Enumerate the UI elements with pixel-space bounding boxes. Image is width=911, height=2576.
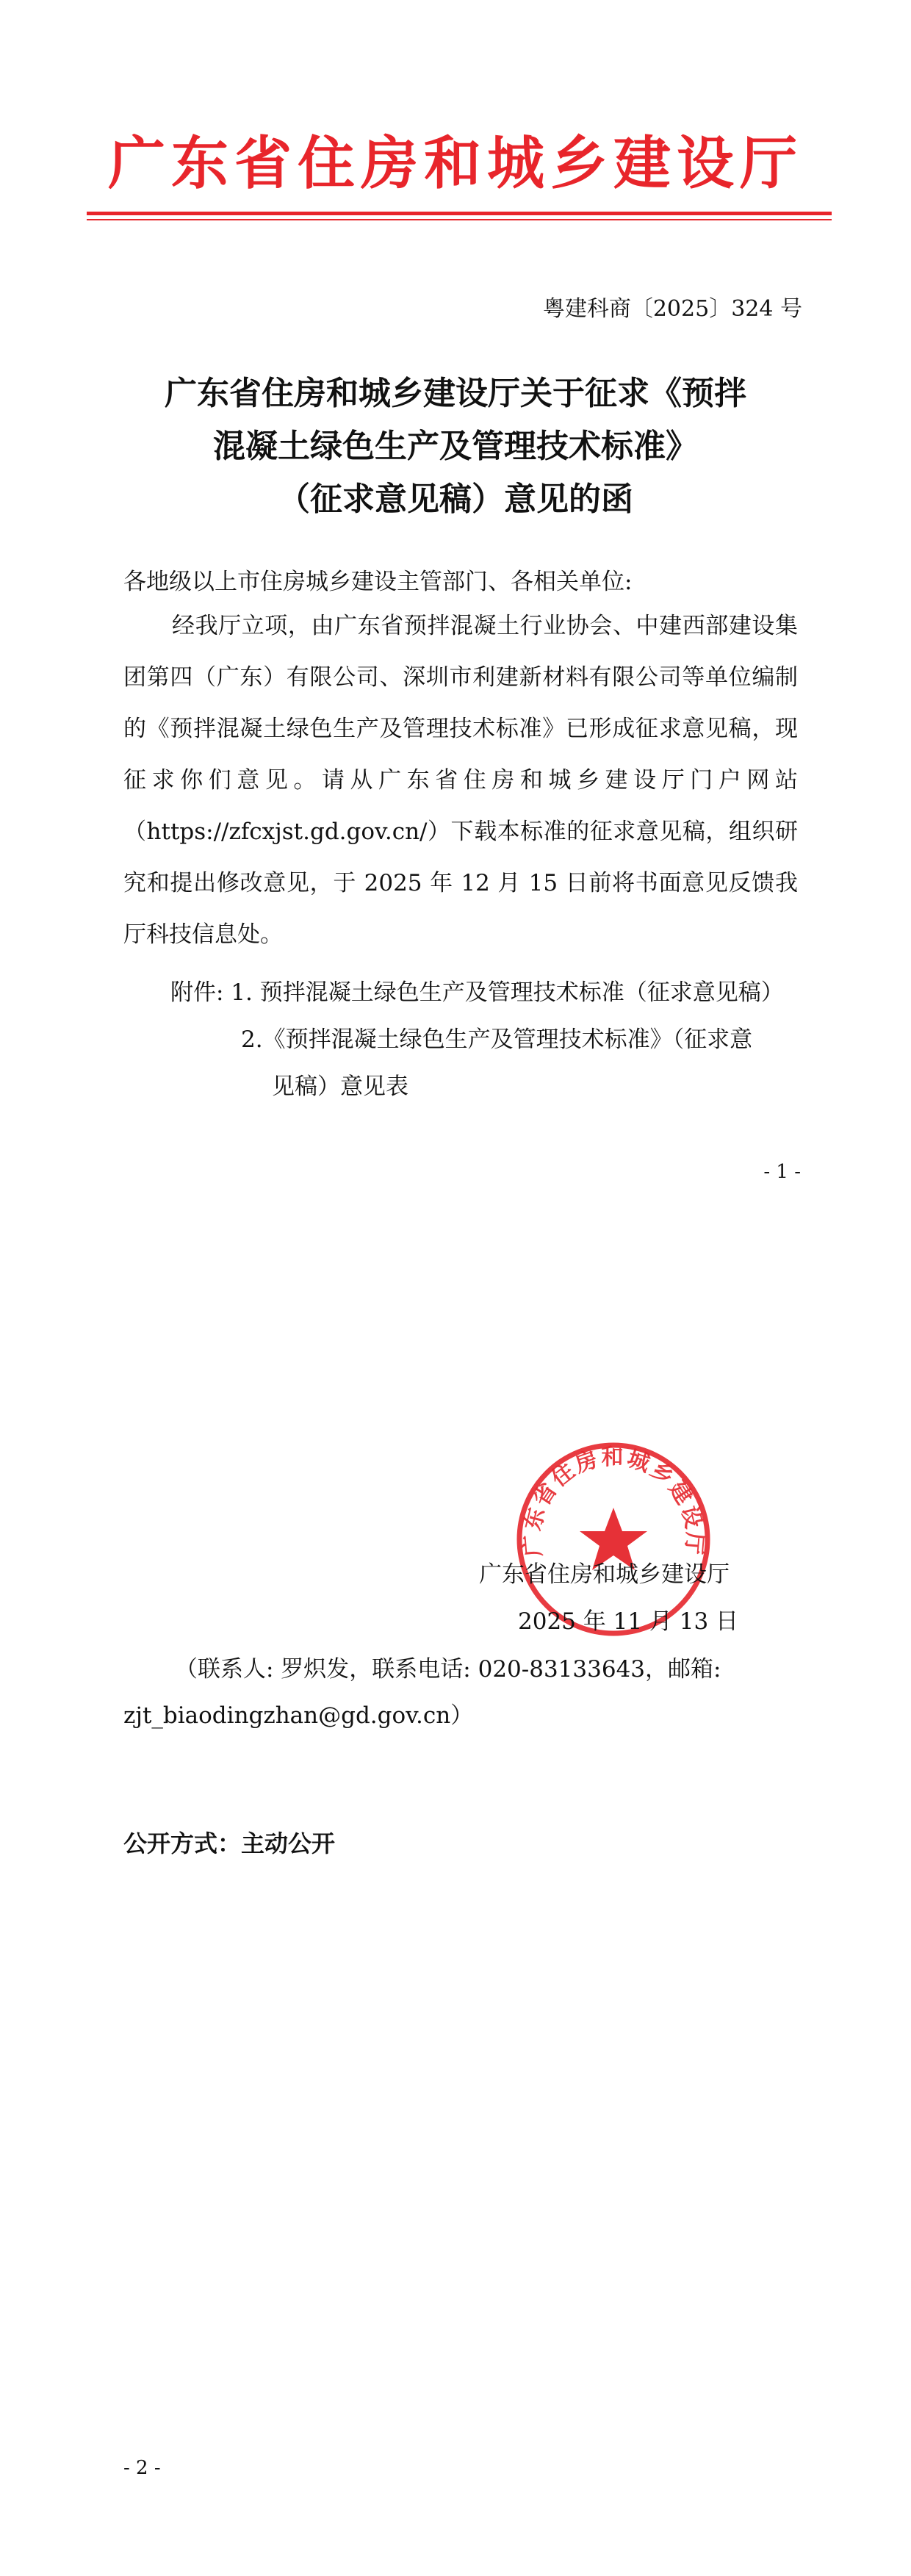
disclosure-method: 公开方式：主动公开 [123, 1830, 336, 1857]
document-title-line: （征求意见稿）意见的函 [278, 481, 633, 518]
page-number-2: - 2 - [123, 2457, 161, 2479]
issuer-name: 广东省住房和城乡建设厅 [479, 1561, 730, 1588]
seal-text: 广东省住房和城乡建设厅 [519, 1444, 707, 1558]
document-title-line: 广东省住房和城乡建设厅关于征求《预拌 [165, 375, 746, 412]
attachment-item-1: 附件: 1. 预拌混凝土绿色生产及管理技术标准（征求意见稿） [170, 979, 784, 1006]
document-number: 粤建科商〔2025〕324 号 [542, 296, 802, 322]
salutation: 各地级以上市住房城乡建设主管部门、各相关单位: [123, 569, 633, 595]
attachment-item-2: 2.《预拌混凝土绿色生产及管理技术标准》（征求意 [241, 1026, 753, 1053]
header-divider-thin [87, 219, 832, 220]
document-title-line: 混凝土绿色生产及管理技术标准》 [213, 428, 698, 465]
contact-email: zjt_biaodingzhan@gd.gov.cn） [123, 1702, 474, 1729]
org-header-title: 广东省住房和城乡建设厅 [107, 131, 803, 197]
document-title [88, 367, 823, 526]
body-paragraph: 经我厅立项，由广东省预拌混凝土行业协会、中建西部建设集团第四（广东）有限公司、深圳市利建新材料有限公司等单位编制的《预拌混凝土绿色生产及管理技术标准》已形成征求意见稿，现征求你们意见。请从广东省住房和城乡建设厅门户网站（https://zfcxjst.gd.gov.cn/）下载本标准的征求意见稿，组织研究和提出修改意见，于 2025 年 12 月 15 日前将书面意见反馈我厅科技信息处。 [123, 613, 798, 948]
issue-date: 2025 年 11 月 13 日 [518, 1608, 739, 1635]
header-divider-thick [87, 212, 832, 215]
attachment-item-2-continued: 见稿）意见表 [272, 1073, 408, 1100]
page-number-1: - 1 - [763, 1161, 801, 1183]
contact-info: （联系人: 罗炽发，联系电话: 020-83133643，邮箱: [175, 1656, 721, 1683]
